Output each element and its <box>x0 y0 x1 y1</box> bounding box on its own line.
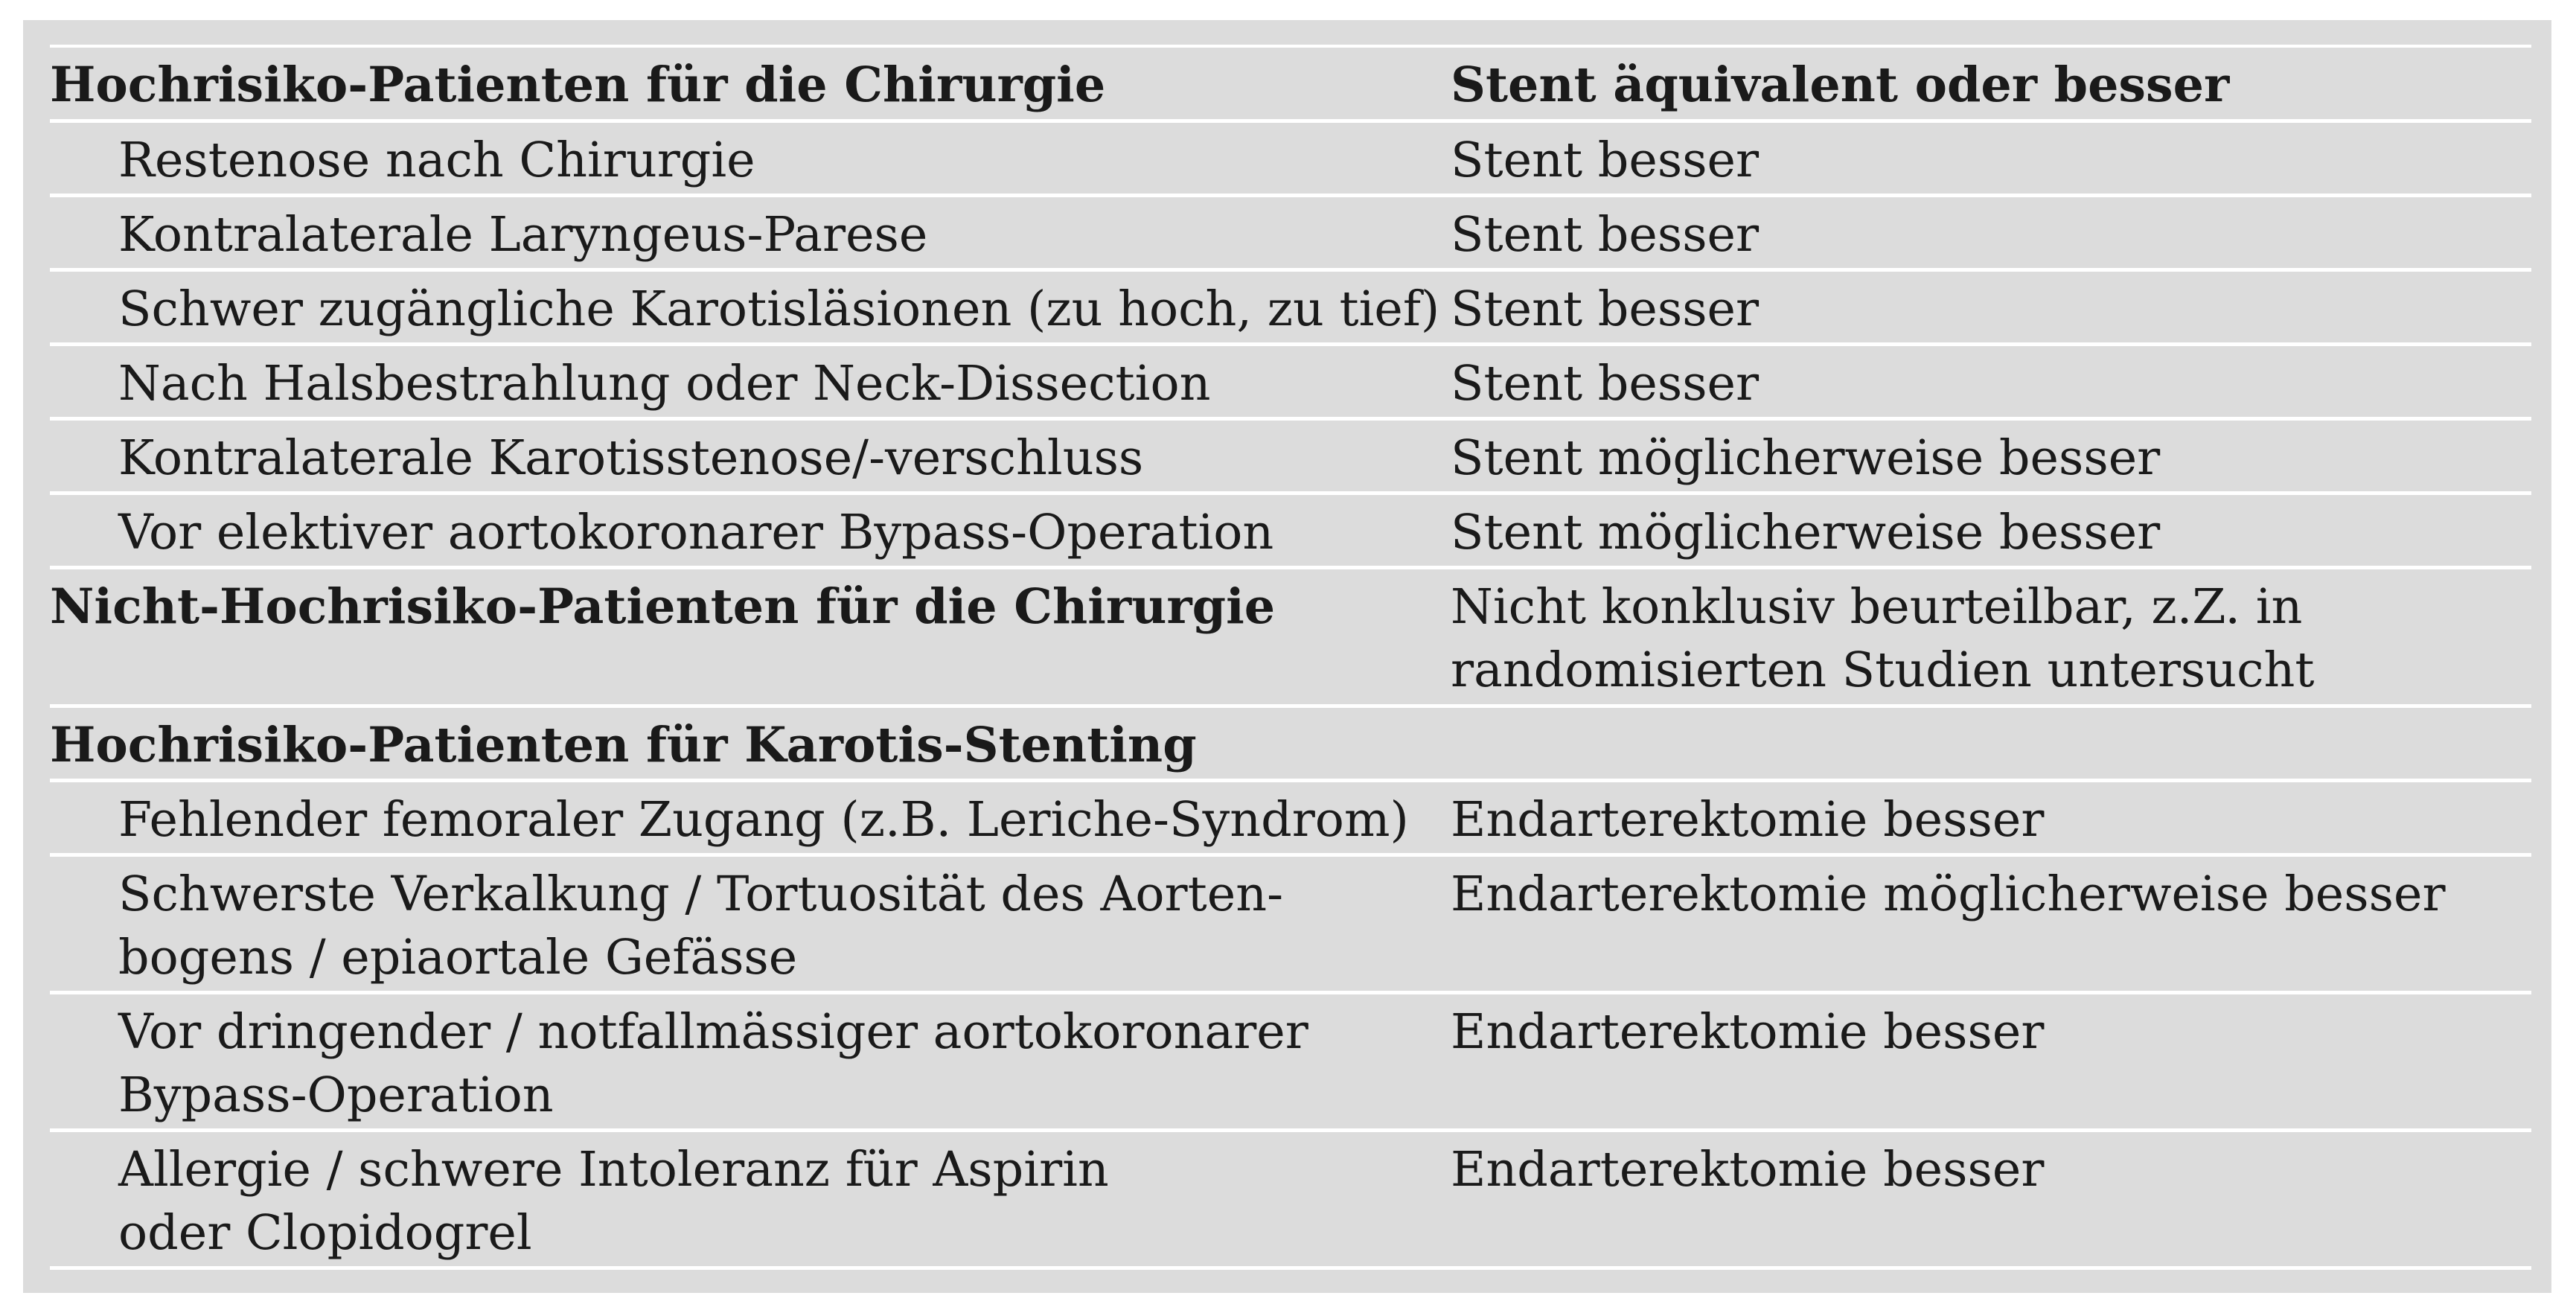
table-row <box>50 346 2531 421</box>
row-label: Nicht-Hochrisiko-Patienten für die Chirurgie <box>50 578 1276 635</box>
row-result: Stent äquivalent oder besser <box>1451 57 2230 113</box>
row-label: Nach Halsbestrahlung oder Neck-Dissection <box>118 356 1211 412</box>
table-row <box>50 421 2531 495</box>
row-result: Endarterektomie besser <box>1451 1142 2045 1198</box>
row-label: Vor dringender / notfallmässiger aortokoronarer Bypass-Operation <box>118 1004 1308 1123</box>
row-result: Stent besser <box>1451 281 1760 337</box>
table-row <box>50 1132 2531 1270</box>
row-result: Stent besser <box>1451 356 1760 412</box>
row-label: Schwer zugängliche Karotisläsionen (zu hoch, zu tief) <box>118 281 1440 337</box>
table-row <box>50 994 2531 1132</box>
row-result: Endarterektomie besser <box>1451 792 2045 848</box>
indication-table <box>50 45 2531 1270</box>
row-label: Hochrisiko-Patienten für die Chirurgie <box>50 57 1106 113</box>
row-result: Endarterektomie besser <box>1451 1004 2045 1060</box>
table-row <box>50 569 2531 708</box>
table-row <box>50 197 2531 272</box>
table-row <box>50 123 2531 197</box>
row-label: Restenose nach Chirurgie <box>118 132 755 188</box>
row-result: Stent möglicherweise besser <box>1451 505 2161 560</box>
table-row <box>50 782 2531 857</box>
row-label: Allergie / schwere Intoleranz für Aspirin oder Clopidogrel <box>118 1142 1109 1261</box>
row-label: Vor elektiver aortokoronarer Bypass-Operation <box>118 505 1274 560</box>
row-result: Endarterektomie möglicherweise besser <box>1451 866 2446 922</box>
row-label: Kontralaterale Karotisstenose/-verschluss <box>118 430 1144 486</box>
row-result: Stent möglicherweise besser <box>1451 430 2161 486</box>
row-label: Hochrisiko-Patienten für Karotis-Stenting <box>50 717 1197 773</box>
row-result: Stent besser <box>1451 132 1760 188</box>
row-label: Fehlender femoraler Zugang (z.B. Leriche-Syndrom) <box>118 792 1409 848</box>
table-row <box>50 708 2531 782</box>
table-row <box>50 495 2531 569</box>
row-label: Kontralaterale Laryngeus-Parese <box>118 207 928 263</box>
table-row <box>50 48 2531 123</box>
table-row <box>50 272 2531 346</box>
table-row <box>50 857 2531 994</box>
row-result: Stent besser <box>1451 207 1760 263</box>
table-panel <box>23 20 2551 1293</box>
row-label: Schwerste Verkalkung / Tortuosität des Aorten- bogens / epiaortale Gefässe <box>118 866 1284 986</box>
row-result: Nicht konklusiv beurteilbar, z.Z. in randomisierten Studien untersucht <box>1451 579 2315 698</box>
